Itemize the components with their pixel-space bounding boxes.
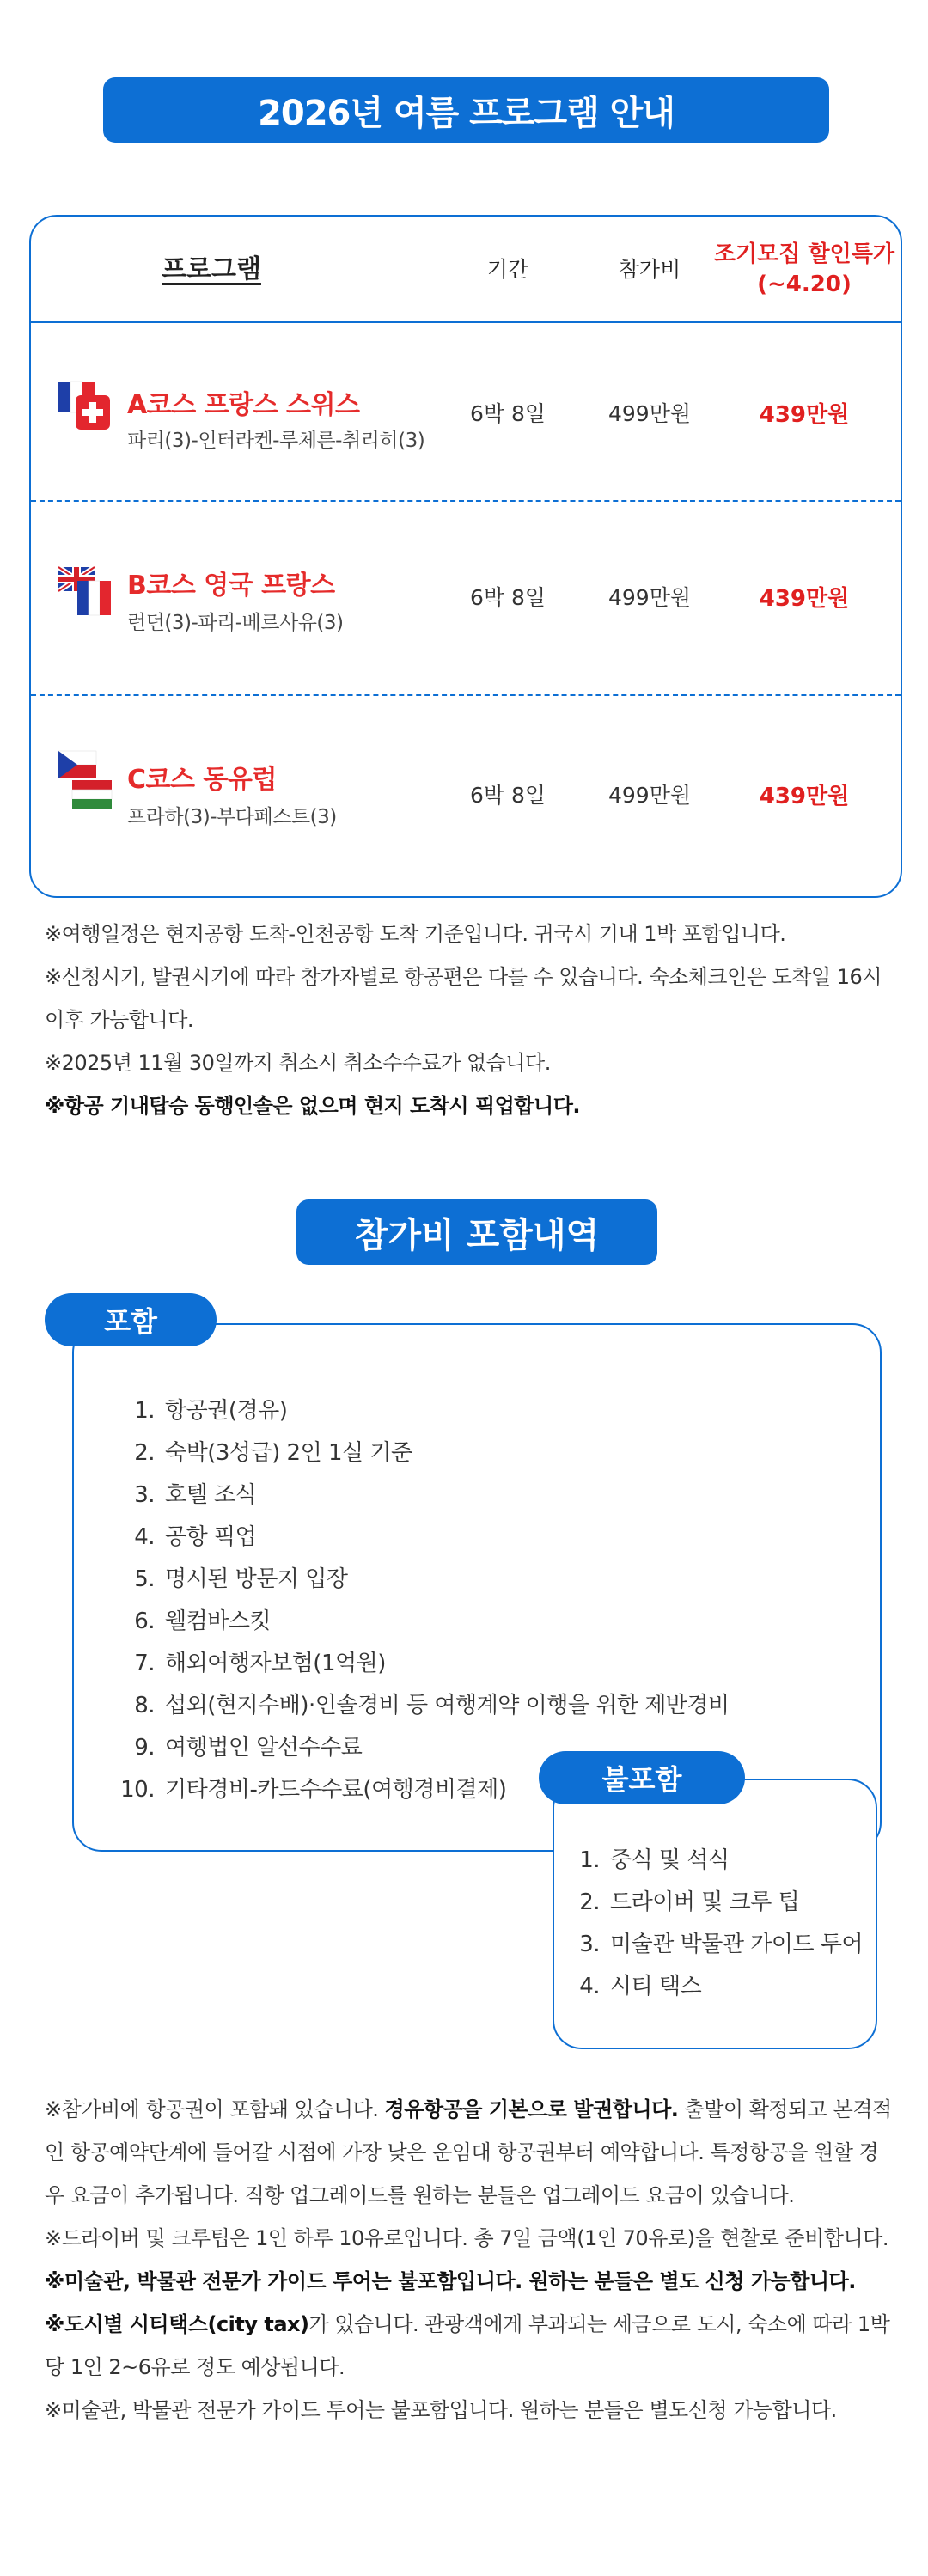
list-item: 2. 숙박(3성급) 2인 1실 기준 xyxy=(134,1440,412,1466)
course-route: 런던(3)-파리-베르사유(3) xyxy=(127,612,344,634)
list-item: 4. 공항 픽업 xyxy=(134,1524,257,1550)
column-header-discount xyxy=(710,217,899,323)
discount-price-cell: 439만원 xyxy=(759,586,850,612)
table-header xyxy=(31,217,901,323)
table-row xyxy=(31,696,901,898)
price-cell: 499만원 xyxy=(607,585,692,610)
discount-price-cell: 439만원 xyxy=(759,402,850,428)
excluded-list xyxy=(576,1840,863,2008)
list-item: 6. 웰컴바스킷 xyxy=(134,1608,272,1634)
list-item: 10. 기타경비-카드수수료(여행경비결제) xyxy=(120,1777,507,1803)
note-line: ※신청시기, 발권시기에 따라 참가자별로 항공편은 다를 수 있습니다. 숙소체크인은 도착일 16시 이후 가능합니다. xyxy=(45,965,882,1032)
price-cell: 499만원 xyxy=(607,401,692,426)
list-item: 2. 드라이버 및 크루 팁 xyxy=(579,1889,800,1915)
period-cell: 6박 8일 xyxy=(469,585,546,610)
fee-notes xyxy=(45,2088,895,2432)
note-line: ※미술관, 박물관 전문가 가이드 투어는 불포함입니다. 원하는 분들은 별도신청 가능합니다. xyxy=(45,2398,837,2422)
period-cell: 6박 8일 xyxy=(469,401,546,426)
table-row xyxy=(31,323,901,502)
note-line: ※드라이버 및 크루팁은 1인 하루 10유로입니다. 총 7일 금액(1인 70유로)을 현찰로 준비합니다. xyxy=(45,2226,888,2250)
czech-hungary-flag-icon xyxy=(57,749,113,809)
list-item: 1. 중식 및 석식 xyxy=(579,1847,730,1873)
note-line: ※2025년 11월 30일까지 취소시 취소수수료가 없습니다. xyxy=(45,1051,551,1075)
period-cell: 6박 8일 xyxy=(469,783,546,808)
note-line: ※미술관, 박물관 전문가 가이드 투어는 불포함입니다. 원하는 분들은 별도 신청 가능합니다. xyxy=(45,2269,856,2293)
discount-price-cell: 439만원 xyxy=(759,784,850,809)
list-item: 8. 섭외(현지수배)·인솔경비 등 여행계약 이행을 위한 제반경비 xyxy=(134,1693,730,1718)
table-row xyxy=(31,502,901,696)
included-label: 포함 xyxy=(45,1293,217,1346)
column-header-program: 프로그램 xyxy=(162,253,261,284)
course-name: A코스 프랑스 스위스 xyxy=(127,390,360,420)
column-header-period: 기간 xyxy=(486,257,529,283)
list-item: 3. 호텔 조식 xyxy=(134,1482,257,1508)
section-title-banner xyxy=(296,1199,657,1265)
included-list xyxy=(120,1390,730,1811)
france-switzerland-flag-icon xyxy=(57,380,113,440)
page-title-banner xyxy=(103,77,829,143)
program-table xyxy=(29,215,902,898)
note-line: ※항공 기내탑승 동행인솔은 없으며 현지 도착시 픽업합니다. xyxy=(45,1094,580,1118)
note-line: ※참가비에 항공권이 포함돼 있습니다. 경유항공을 기본으로 발권합니다. 출발이 확정되고 본격적인 항공예약단계에 들어갈 시점에 가장 낮은 운임대 항공권부터 예약합니다. 특정항공을 원할 경우 요금이 추가됩니다. 직항 업그레이드를 원하는 분들은 업그레이드 요금이 있습니다. xyxy=(45,2097,892,2207)
list-item: 7. 해외여행자보험(1억원) xyxy=(134,1651,386,1676)
excluded-label: 불포함 xyxy=(539,1751,745,1804)
course-name: B코스 영국 프랑스 xyxy=(127,571,335,601)
list-item: 4. 시티 택스 xyxy=(579,1974,702,1999)
column-header-price: 참가비 xyxy=(618,257,681,283)
list-item: 1. 항공권(경유) xyxy=(134,1398,288,1424)
note-line: ※도시별 시티택스(city tax)가 있습니다. 관광객에게 부과되는 세금으로 도시, 숙소에 따라 1박당 1인 2~6유로 정도 예상됩니다. xyxy=(45,2312,890,2379)
price-cell: 499만원 xyxy=(607,783,692,808)
course-name: C코스 동유럽 xyxy=(127,765,277,795)
discount-header-text: 조기모집 할인특가 (~4.20) xyxy=(714,241,894,297)
schedule-notes xyxy=(45,913,895,1127)
uk-france-flag-icon xyxy=(57,564,113,624)
page-title: 2026년 여름 프로그램 안내 xyxy=(258,93,675,133)
course-route: 파리(3)-인터라켄-루체른-취리히(3) xyxy=(127,430,425,452)
list-item: 9. 여행법인 알선수수료 xyxy=(134,1735,363,1761)
section-title: 참가비 포함내역 xyxy=(354,1215,600,1255)
note-line: ※여행일정은 현지공항 도착-인천공항 도착 기준입니다. 귀국시 기내 1박 포함입니다. xyxy=(45,922,786,946)
list-item: 3. 미술관 박물관 가이드 투어 xyxy=(579,1932,864,1957)
course-route: 프라하(3)-부다페스트(3) xyxy=(127,806,337,828)
list-item: 5. 명시된 방문지 입장 xyxy=(134,1566,348,1592)
